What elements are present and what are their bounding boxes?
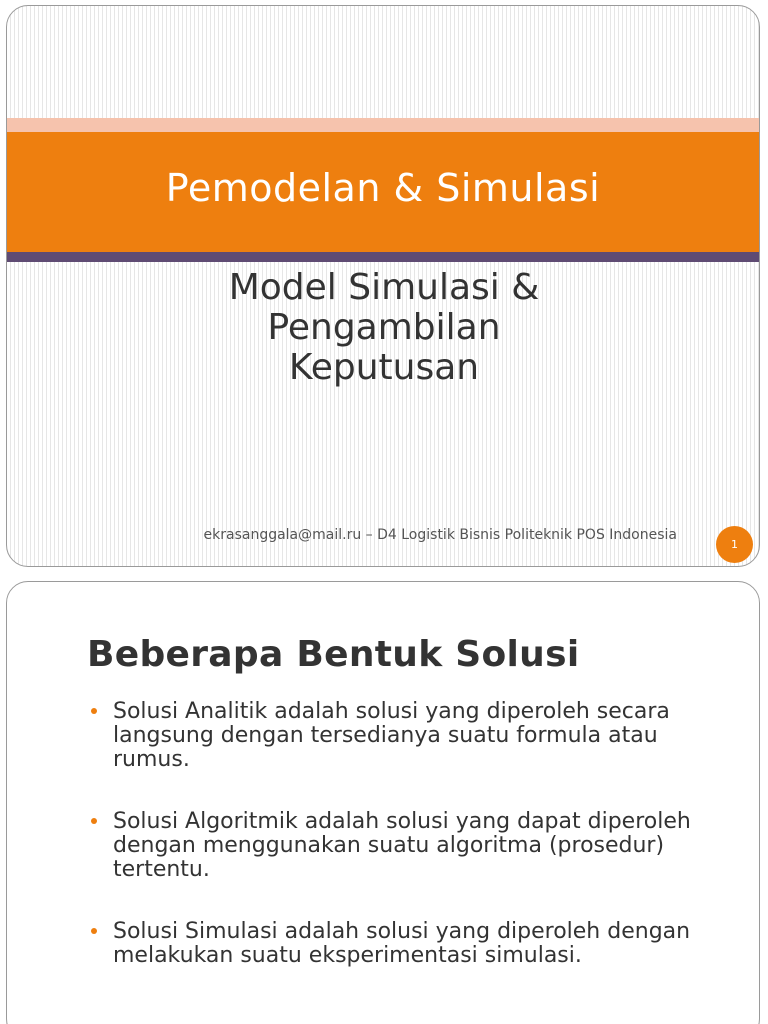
subtitle-line: Pengambilan — [267, 307, 501, 348]
slide-title: Beberapa Bentuk Solusi — [87, 634, 580, 675]
peach-stripe — [7, 118, 759, 132]
bullet-list — [87, 700, 707, 1006]
purple-stripe — [7, 252, 759, 262]
slide-2 — [6, 581, 760, 1024]
slide-subtitle — [67, 268, 701, 388]
slide-1 — [6, 5, 760, 567]
bullet-dot-icon — [91, 928, 97, 934]
slide-title: Pemodelan & Simulasi — [165, 166, 601, 210]
subtitle-line: Model Simulasi & — [228, 267, 540, 308]
list-item — [87, 810, 707, 882]
subtitle-line: Keputusan — [288, 347, 480, 388]
bullet-text: Solusi Algoritmik adalah solusi yang dapat diperoleh dengan menggunakan suatu algoritma (prosedur) tertentu. — [113, 809, 691, 882]
bullet-dot-icon — [91, 708, 97, 714]
slide-footer: ekrasanggala@mail.ru – D4 Logistik Bisnis Politeknik POS Indonesia — [203, 527, 677, 543]
list-item — [87, 920, 707, 968]
page-number-badge: 1 — [716, 526, 753, 563]
bullet-dot-icon — [91, 818, 97, 824]
list-item — [87, 700, 707, 772]
bullet-text: Solusi Simulasi adalah solusi yang diperoleh dengan melakukan suatu eksperimentasi simulasi. — [113, 919, 691, 968]
bullet-text: Solusi Analitik adalah solusi yang diperoleh secara langsung dengan tersedianya suatu formula atau rumus. — [113, 699, 670, 772]
